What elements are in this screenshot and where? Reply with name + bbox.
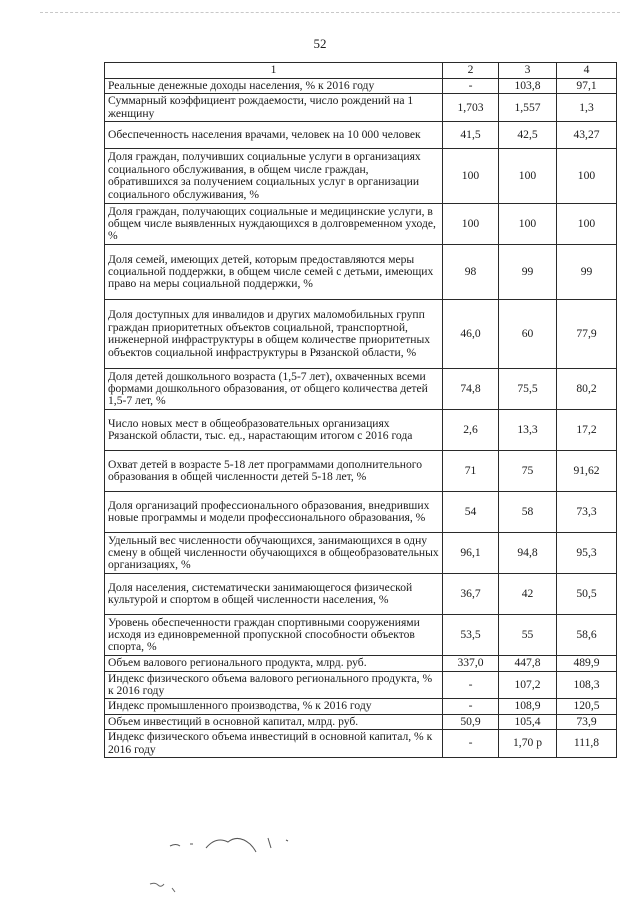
- value-col-2: 54: [443, 492, 499, 533]
- value-col-4: 489,9: [557, 656, 617, 671]
- row-label: Охват детей в возрасте 5-18 лет программами дополнительного образования в общей численности детей 5-18 лет, %: [105, 451, 443, 492]
- handwritten-mark: [168, 832, 318, 856]
- value-col-4: 95,3: [557, 533, 617, 574]
- table-row: [105, 369, 617, 410]
- value-col-2: 100: [443, 204, 499, 245]
- header-cell: 4: [557, 63, 617, 79]
- table-row: [105, 245, 617, 300]
- table-row: [105, 615, 617, 656]
- header-cell: 3: [499, 63, 557, 79]
- value-col-3: 42,5: [499, 122, 557, 149]
- value-col-4: 73,9: [557, 714, 617, 729]
- table-row: [105, 204, 617, 245]
- value-col-2: 50,9: [443, 714, 499, 729]
- row-label: Доля семей, имеющих детей, которым предоставляются меры социальной поддержки, в общем числе семей с детьми, имеющих право на меры социальной поддержки, %: [105, 245, 443, 300]
- row-label: Доля доступных для инвалидов и других маломобильных групп граждан приоритетных объектов социальной, транспортной, инженерной инфраструктуры в общем количестве приоритетных объектов социальной инфраструктуры в Рязанской области, %: [105, 300, 443, 369]
- value-col-2: 337,0: [443, 656, 499, 671]
- value-col-3: 75,5: [499, 369, 557, 410]
- value-col-3: 107,2: [499, 671, 557, 699]
- value-col-2: 41,5: [443, 122, 499, 149]
- value-col-3: 105,4: [499, 714, 557, 729]
- value-col-4: 43,27: [557, 122, 617, 149]
- table-row: [105, 656, 617, 671]
- value-col-2: 46,0: [443, 300, 499, 369]
- row-label: Обеспеченность населения врачами, человек на 10 000 человек: [105, 122, 443, 149]
- value-col-4: 1,3: [557, 94, 617, 122]
- table-row: [105, 714, 617, 729]
- table-row: [105, 574, 617, 615]
- value-col-3: 42: [499, 574, 557, 615]
- table-row: [105, 730, 617, 758]
- value-col-4: 17,2: [557, 410, 617, 451]
- value-col-2: -: [443, 730, 499, 758]
- value-col-3: 58: [499, 492, 557, 533]
- row-label: Реальные денежные доходы населения, % к 2016 году: [105, 79, 443, 94]
- value-col-2: 71: [443, 451, 499, 492]
- value-col-2: 96,1: [443, 533, 499, 574]
- value-col-4: 100: [557, 149, 617, 204]
- row-label: Удельный вес численности обучающихся, занимающихся в одну смену в общей численности обучающихся в общеобразовательных организациях, %: [105, 533, 443, 574]
- value-col-4: 50,5: [557, 574, 617, 615]
- table-row: [105, 94, 617, 122]
- value-col-3: 100: [499, 149, 557, 204]
- value-col-2: -: [443, 699, 499, 714]
- value-col-4: 80,2: [557, 369, 617, 410]
- table-row: [105, 492, 617, 533]
- value-col-2: 36,7: [443, 574, 499, 615]
- table-row: [105, 671, 617, 699]
- value-col-3: 13,3: [499, 410, 557, 451]
- table-row: [105, 699, 617, 714]
- value-col-3: 99: [499, 245, 557, 300]
- row-label: Доля граждан, получающих социальные и медицинские услуги, в общем числе выявленных нуждающихся в долговременном уходе, %: [105, 204, 443, 245]
- row-label: Доля граждан, получивших социальные услуги в организациях социального обслуживания, в общем числе граждан, обратившихся за получением социальных услуг в организации социального обслуживания, %: [105, 149, 443, 204]
- handwritten-mark: [148, 876, 188, 896]
- value-col-4: 73,3: [557, 492, 617, 533]
- value-col-3: 447,8: [499, 656, 557, 671]
- table-row: [105, 149, 617, 204]
- table-row: [105, 410, 617, 451]
- row-label: Доля детей дошкольного возраста (1,5-7 лет), охваченных всеми формами дошкольного образования, от общего количества детей 1,5-7 лет, %: [105, 369, 443, 410]
- value-col-3: 60: [499, 300, 557, 369]
- page-number: 52: [313, 36, 327, 51]
- value-col-3: 94,8: [499, 533, 557, 574]
- value-col-4: 120,5: [557, 699, 617, 714]
- value-col-2: -: [443, 79, 499, 94]
- row-label: Число новых мест в общеобразовательных организациях Рязанской области, тыс. ед., нарастающим итогом с 2016 года: [105, 410, 443, 451]
- value-col-3: 100: [499, 204, 557, 245]
- table-header-row: [105, 63, 617, 79]
- row-label: Индекс промышленного производства, % к 2016 году: [105, 699, 443, 714]
- row-label: Суммарный коэффициент рождаемости, число рождений на 1 женщину: [105, 94, 443, 122]
- value-col-2: 100: [443, 149, 499, 204]
- indicators-table: [104, 62, 617, 758]
- table-row: [105, 79, 617, 94]
- value-col-2: 1,703: [443, 94, 499, 122]
- value-col-2: 2,6: [443, 410, 499, 451]
- value-col-3: 1,557: [499, 94, 557, 122]
- table-row: [105, 451, 617, 492]
- value-col-3: 103,8: [499, 79, 557, 94]
- value-col-4: 77,9: [557, 300, 617, 369]
- value-col-3: 55: [499, 615, 557, 656]
- value-col-4: 108,3: [557, 671, 617, 699]
- value-col-4: 91,62: [557, 451, 617, 492]
- value-col-4: 58,6: [557, 615, 617, 656]
- row-label: Объем инвестиций в основной капитал, млрд. руб.: [105, 714, 443, 729]
- top-scan-edge: [40, 12, 620, 13]
- value-col-3: 108,9: [499, 699, 557, 714]
- row-label: Доля населения, систематически занимающегося физической культурой и спортом в общей численности населения, %: [105, 574, 443, 615]
- value-col-2: -: [443, 671, 499, 699]
- value-col-4: 111,8: [557, 730, 617, 758]
- value-col-4: 100: [557, 204, 617, 245]
- row-label: Индекс физического объема инвестиций в основной капитал, % к 2016 году: [105, 730, 443, 758]
- row-label: Индекс физического объема валового регионального продукта, % к 2016 году: [105, 671, 443, 699]
- value-col-4: 97,1: [557, 79, 617, 94]
- table-row: [105, 533, 617, 574]
- value-col-3: 75: [499, 451, 557, 492]
- value-col-2: 74,8: [443, 369, 499, 410]
- header-cell: 2: [443, 63, 499, 79]
- row-label: Объем валового регионального продукта, млрд. руб.: [105, 656, 443, 671]
- value-col-4: 99: [557, 245, 617, 300]
- value-col-2: 53,5: [443, 615, 499, 656]
- value-col-2: 98: [443, 245, 499, 300]
- value-col-3: 1,70 р: [499, 730, 557, 758]
- table-row: [105, 122, 617, 149]
- table-row: [105, 300, 617, 369]
- header-cell: 1: [105, 63, 443, 79]
- row-label: Доля организаций профессионального образования, внедривших новые программы и модели профессионального образования, %: [105, 492, 443, 533]
- row-label: Уровень обеспеченности граждан спортивными сооружениями исходя из единовременной пропускной способности объектов спорта, %: [105, 615, 443, 656]
